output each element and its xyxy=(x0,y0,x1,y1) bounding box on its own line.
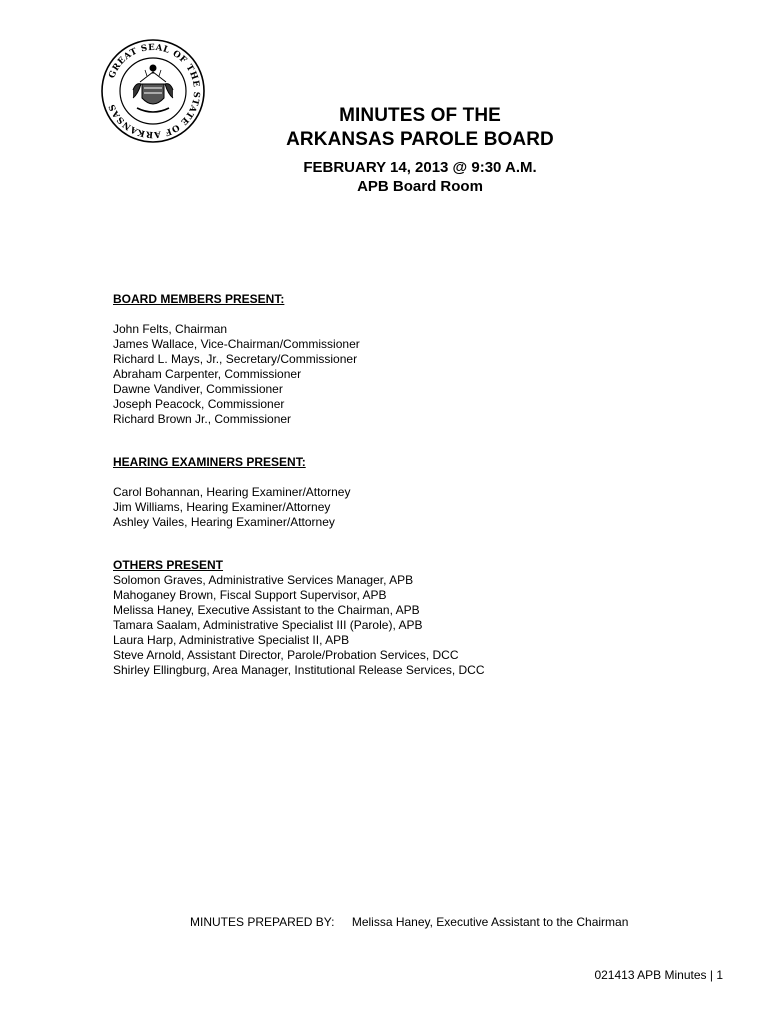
list-item: Laura Harp, Administrative Specialist II, APB xyxy=(113,633,350,647)
list-item: Tamara Saalam, Administrative Specialist III (Parole), APB xyxy=(113,618,423,632)
list-item: Joseph Peacock, Commissioner xyxy=(113,397,285,411)
prepared-by-line xyxy=(190,915,628,929)
meeting-date-time: FEBRUARY 14, 2013 @ 9:30 A.M. xyxy=(303,159,537,176)
list-item: Mahoganey Brown, Fiscal Support Supervisor, APB xyxy=(113,588,387,602)
seal-emblem xyxy=(133,65,173,112)
list-item: Shirley Ellingburg, Area Manager, Institutional Release Services, DCC xyxy=(113,663,485,677)
list-item: Richard L. Mays, Jr., Secretary/Commissioner xyxy=(113,352,358,366)
list-item: John Felts, Chairman xyxy=(113,322,228,336)
title-block xyxy=(250,104,590,196)
title-line-2: ARKANSAS PAROLE BOARD xyxy=(286,129,554,150)
seal-ring-text: GREAT SEAL OF THE STATE OF ARKANSAS xyxy=(107,42,202,140)
list-item: Abraham Carpenter, Commissioner xyxy=(113,367,302,381)
hearing-examiners-heading: HEARING EXAMINERS PRESENT: xyxy=(113,455,306,469)
list-item: Carol Bohannan, Hearing Examiner/Attorney xyxy=(113,485,351,499)
prepared-by-value: Melissa Haney, Executive Assistant to the Chairman xyxy=(351,915,629,929)
prepared-by-label: MINUTES PREPARED BY: xyxy=(190,915,335,929)
board-members-heading: BOARD MEMBERS PRESENT: xyxy=(113,292,285,306)
others-present-section xyxy=(113,558,485,678)
list-item: James Wallace, Vice-Chairman/Commissioner xyxy=(113,337,360,351)
state-seal-icon xyxy=(100,38,206,144)
page-footer: 021413 APB Minutes | 1 xyxy=(594,968,723,982)
list-item: Dawne Vandiver, Commissioner xyxy=(113,382,283,396)
meeting-location: APB Board Room xyxy=(357,178,483,195)
list-item: Richard Brown Jr., Commissioner xyxy=(113,412,292,426)
others-present-heading: OTHERS PRESENT xyxy=(113,558,224,572)
list-item: Solomon Graves, Administrative Services Manager, APB xyxy=(113,573,414,587)
board-members-section xyxy=(113,292,360,427)
hearing-examiners-section xyxy=(113,455,350,530)
list-item: Jim Williams, Hearing Examiner/Attorney xyxy=(113,500,331,514)
title-line-1: MINUTES OF THE xyxy=(339,105,501,126)
list-item: Ashley Vailes, Hearing Examiner/Attorney xyxy=(113,515,335,529)
list-item: Steve Arnold, Assistant Director, Parole/Probation Services, DCC xyxy=(113,648,459,662)
list-item: Melissa Haney, Executive Assistant to the Chairman, APB xyxy=(113,603,420,617)
